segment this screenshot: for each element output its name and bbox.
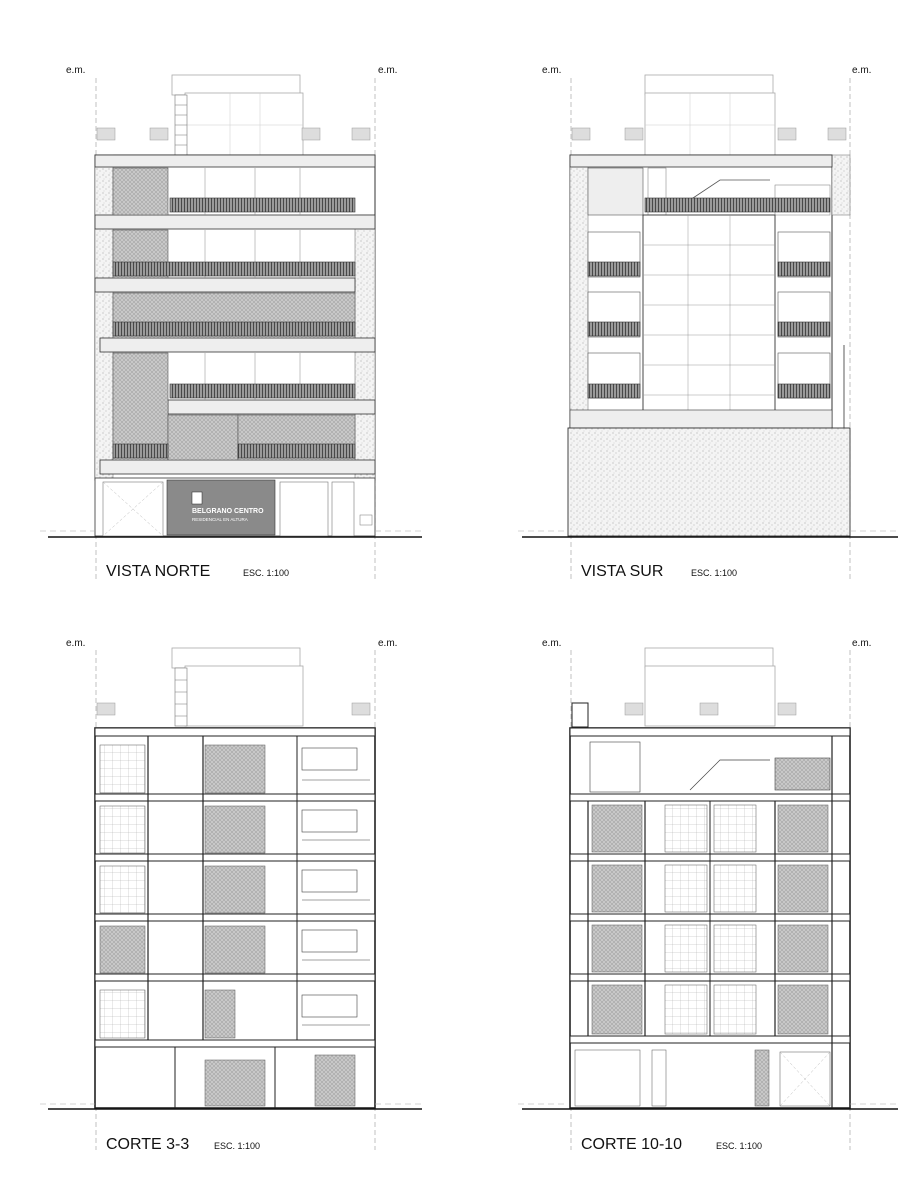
axis-marker-left: e.m.	[542, 638, 562, 649]
roof-penthouse	[97, 648, 370, 726]
panel-vista-norte	[40, 65, 425, 580]
axis-marker-right: e.m.	[852, 638, 872, 649]
panel-title: CORTE 10-10	[581, 1136, 683, 1153]
facade-north	[95, 155, 375, 536]
sign-subtitle: RESIDENCIAL EN ALTURA	[192, 517, 248, 522]
panel-corte-3-3	[40, 638, 425, 1153]
panel-scale: ESC. 1:100	[716, 1141, 763, 1151]
panel-vista-sur	[518, 65, 900, 580]
axis-marker-left: e.m.	[66, 638, 86, 649]
axis-marker-left: e.m.	[66, 65, 86, 76]
panel-scale: ESC. 1:100	[243, 568, 290, 578]
roof-penthouse	[97, 75, 370, 155]
section-10-10	[570, 728, 850, 1108]
roof-penthouse	[572, 648, 796, 727]
panel-title: VISTA NORTE	[106, 563, 211, 580]
section-3-3	[95, 728, 375, 1108]
axis-marker-right: e.m.	[378, 65, 398, 76]
panel-title: VISTA SUR	[581, 563, 664, 580]
axis-marker-right: e.m.	[378, 638, 398, 649]
roof-penthouse	[572, 75, 846, 155]
axis-marker-right: e.m.	[852, 65, 872, 76]
axis-marker-left: e.m.	[542, 65, 562, 76]
panel-title: CORTE 3-3	[106, 1136, 190, 1153]
panel-scale: ESC. 1:100	[691, 568, 738, 578]
panel-corte-10-10	[518, 638, 900, 1153]
sign-title: BELGRANO CENTRO	[192, 508, 264, 515]
panel-scale: ESC. 1:100	[214, 1141, 261, 1151]
facade-south	[568, 155, 850, 536]
